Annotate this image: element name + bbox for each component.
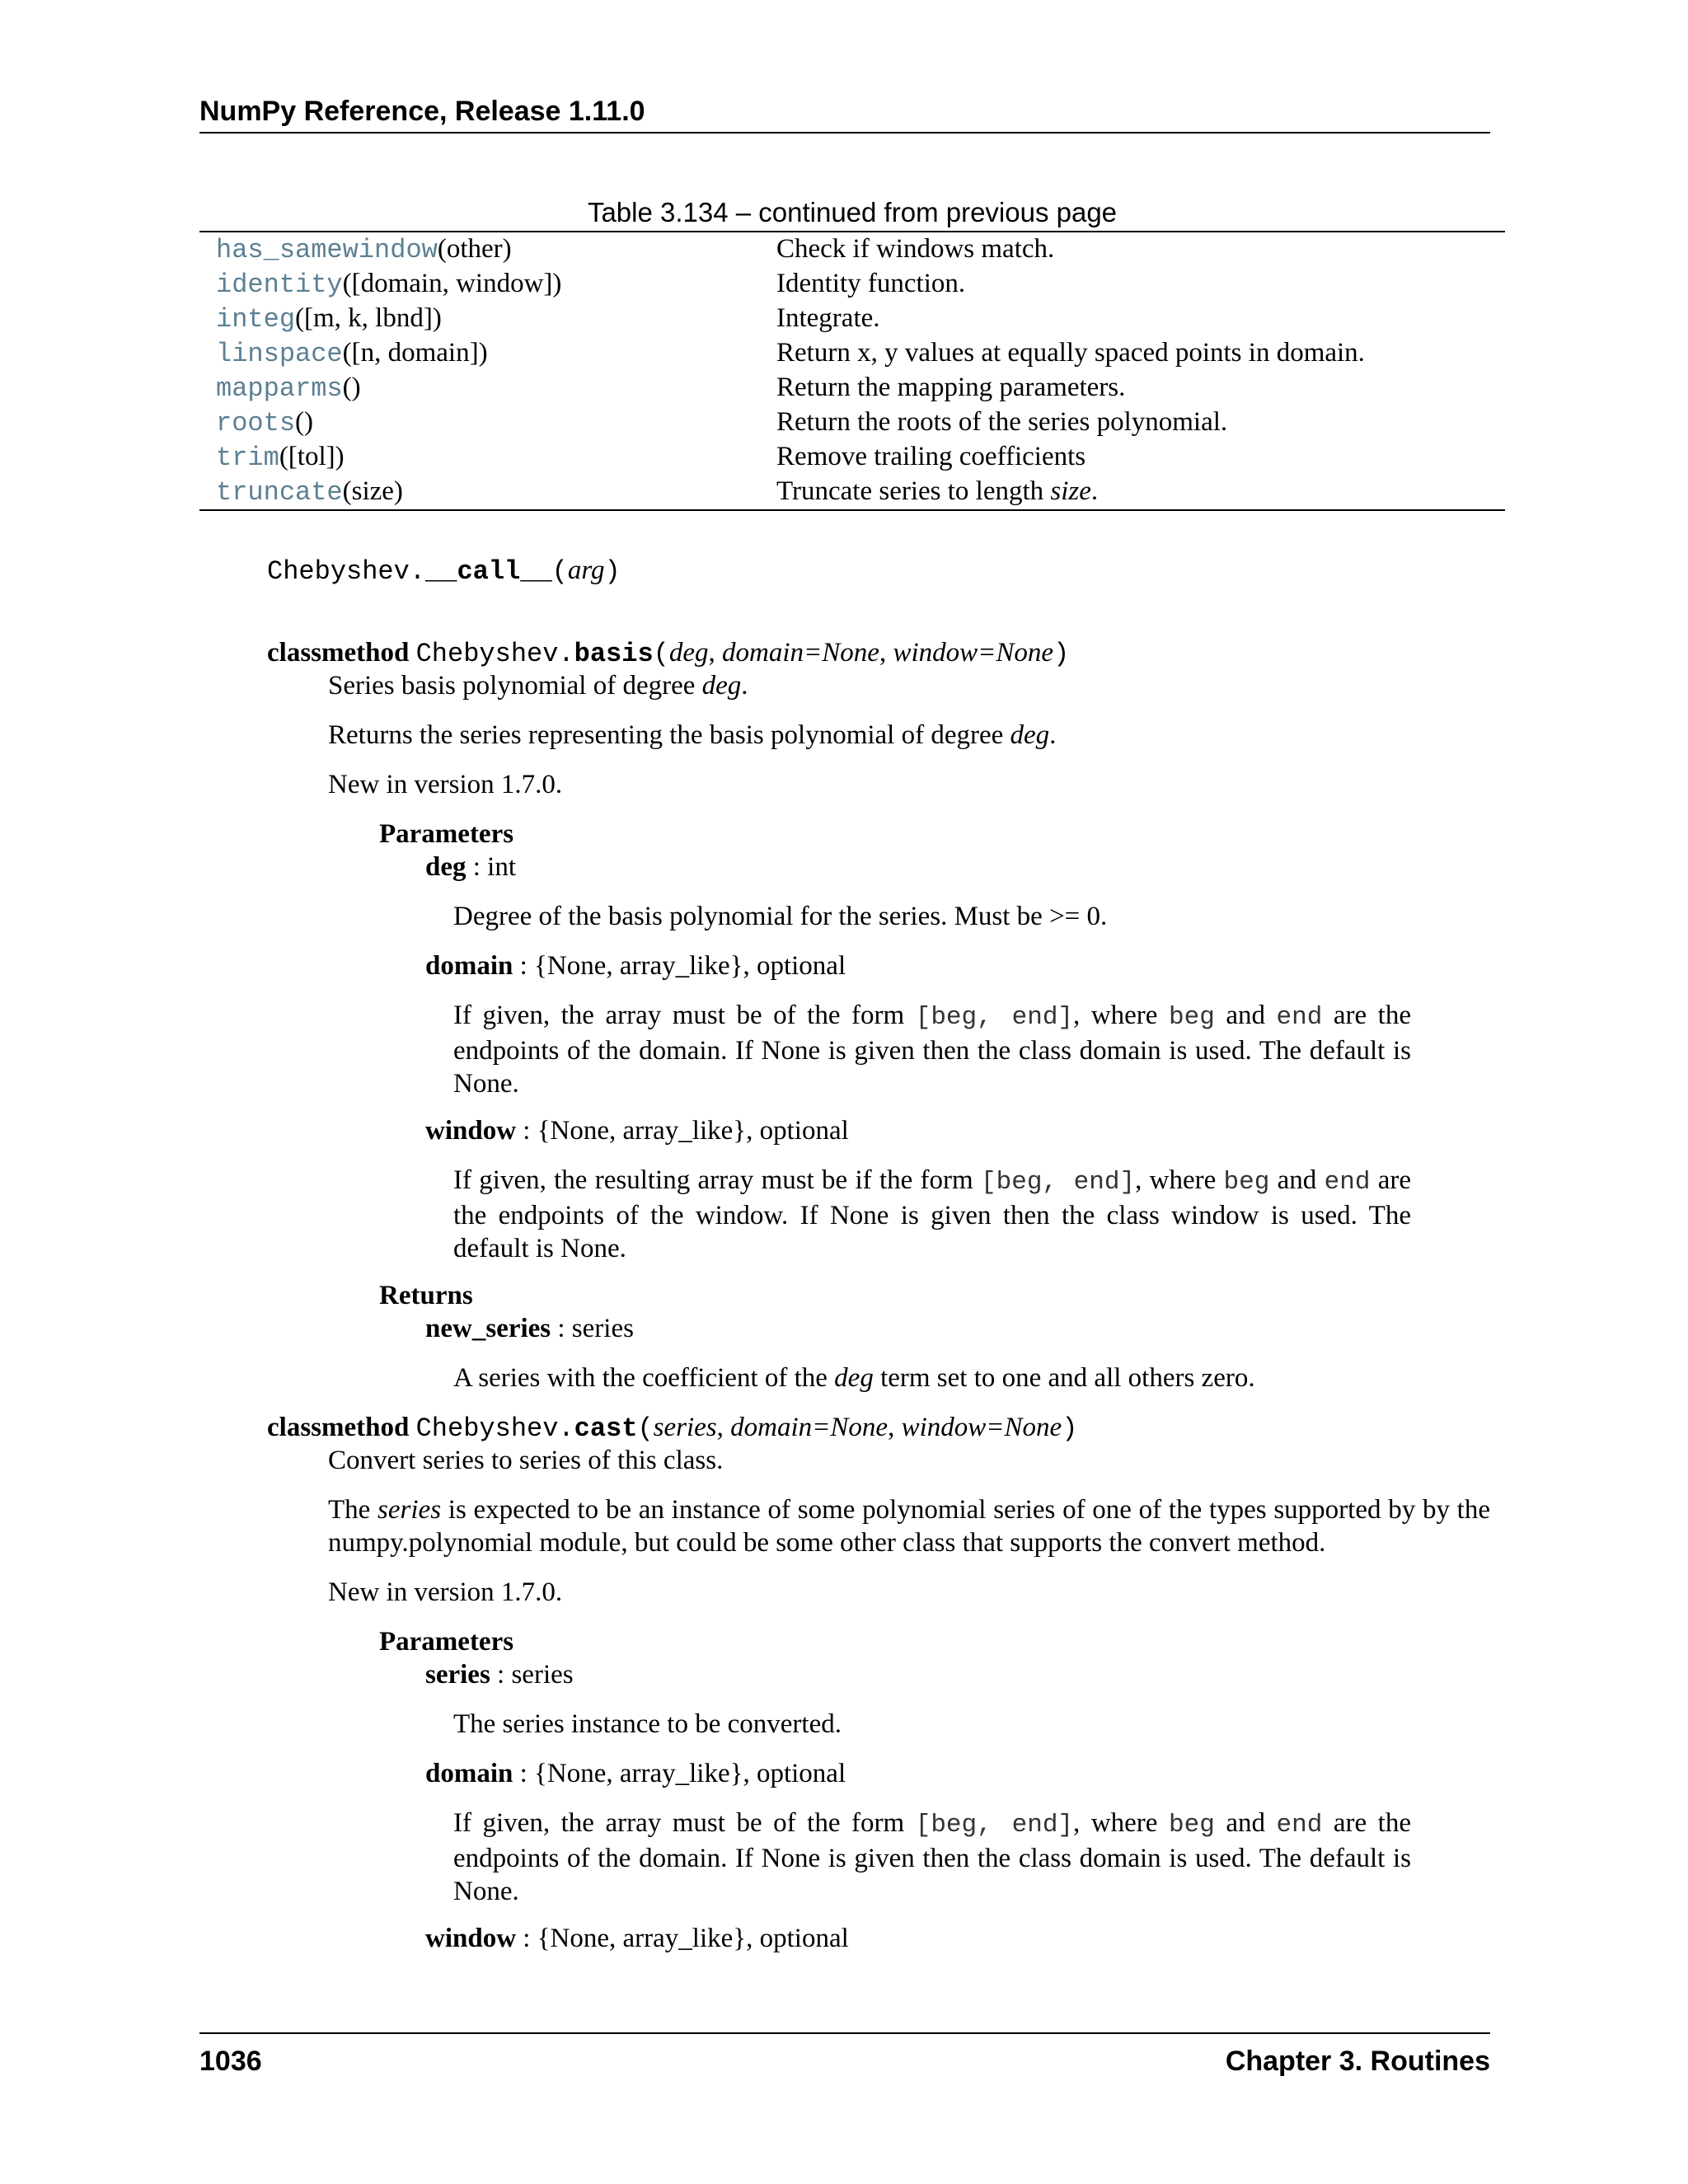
method-description: Integrate. (776, 303, 880, 333)
method-args: ([m, k, lbnd]) (295, 303, 442, 333)
method-args: (other) (437, 234, 512, 264)
chapter-title: Chapter 3. Routines (1225, 2046, 1490, 2077)
basis-param-domain: domain : {None, array_like}, optional (425, 951, 846, 981)
basis-parameters-heading: Parameters (379, 819, 514, 849)
basis-signature: classmethod Chebyshev.basis(deg, domain=None, window=None) (267, 638, 1070, 669)
method-link[interactable]: identity (216, 269, 343, 300)
method-args: (size) (342, 476, 403, 506)
method-description: Check if windows match. (776, 234, 1055, 264)
table-row (199, 405, 1505, 440)
cast-signature: classmethod Chebyshev.cast(series, domain=None, window=None) (267, 1413, 1078, 1444)
method-link[interactable]: integ (216, 304, 296, 335)
cast-param-series: series : series (425, 1660, 574, 1690)
table-row (199, 371, 1505, 405)
table-row (199, 336, 1505, 371)
cast-version: New in version 1.7.0. (328, 1577, 563, 1607)
basis-version: New in version 1.7.0. (328, 770, 563, 799)
method-link[interactable]: mapparms (216, 373, 343, 404)
method-args: ([domain, window]) (342, 269, 562, 298)
table-row (199, 267, 1505, 302)
basis-param-domain-desc: If given, the array must be of the form [beg, end], where beg and end are the endpoints of the domain. If None is given then the class domain is used. The default is None. (453, 1001, 1411, 1099)
method-args: () (295, 407, 313, 437)
cast-param-window: window : {None, array_like}, optional (425, 1924, 849, 1953)
basis-param-deg-desc: Degree of the basis polynomial for the series. Must be >= 0. (453, 902, 1108, 931)
table-row (199, 440, 1505, 475)
table-row (199, 302, 1505, 336)
cast-parameters-heading: Parameters (379, 1627, 514, 1657)
cast-summary: Convert series to series of this class. (328, 1446, 724, 1475)
basis-summary: Series basis polynomial of degree deg. (328, 671, 748, 701)
method-link[interactable]: linspace (216, 339, 343, 369)
method-description: Truncate series to length size. (776, 476, 1099, 506)
table-row (199, 232, 1505, 267)
cast-param-domain: domain : {None, array_like}, optional (425, 1759, 846, 1788)
table-row (199, 475, 1505, 510)
basis-param-window-desc: If given, the resulting array must be if the form [beg, end], where beg and end are the endpoints of the window. If None is given then the class window is used. The default is None. (453, 1165, 1411, 1263)
basis-returns-heading: Returns (379, 1281, 473, 1310)
method-description: Return the mapping parameters. (776, 373, 1126, 402)
header-title: NumPy Reference, Release 1.11.0 (199, 96, 645, 127)
cast-description: The series is expected to be an instance of some polynomial series of one of the types supported by by the numpy.polynomial module, but could be some other class that supports the convert method. (328, 1495, 1490, 1558)
method-args: ([n, domain]) (342, 338, 488, 368)
page-footer (199, 2032, 1490, 2083)
method-link[interactable]: trim (216, 443, 279, 473)
methods-table (199, 231, 1505, 511)
method-link[interactable]: truncate (216, 477, 343, 508)
method-link[interactable]: roots (216, 408, 296, 438)
basis-param-window: window : {None, array_like}, optional (425, 1116, 849, 1146)
method-description: Return the roots of the series polynomial. (776, 407, 1228, 437)
method-args: ([tol]) (279, 442, 345, 471)
cast-param-series-desc: The series instance to be converted. (453, 1709, 842, 1739)
method-description: Identity function. (776, 269, 966, 298)
basis-description: Returns the series representing the basis polynomial of degree deg. (328, 720, 1057, 750)
table-caption: Table 3.134 – continued from previous page (587, 197, 1118, 227)
page-number: 1036 (199, 2046, 262, 2077)
basis-return-value: new_series : series (425, 1314, 634, 1343)
basis-return-desc: A series with the coefficient of the deg term set to one and all others zero. (453, 1363, 1255, 1393)
cast-param-domain-desc: If given, the array must be of the form [beg, end], where beg and end are the endpoints of the domain. If None is given then the class domain is used. The default is None. (453, 1808, 1411, 1906)
page-header (199, 92, 1490, 134)
method-args: () (342, 373, 361, 402)
basis-param-deg: deg : int (425, 852, 517, 882)
method-description: Return x, y values at equally spaced points in domain. (776, 338, 1365, 368)
method-description: Remove trailing coefficients (776, 442, 1086, 471)
call-signature: Chebyshev.__call__(arg) (267, 555, 621, 587)
method-link[interactable]: has_samewindow (216, 235, 438, 265)
